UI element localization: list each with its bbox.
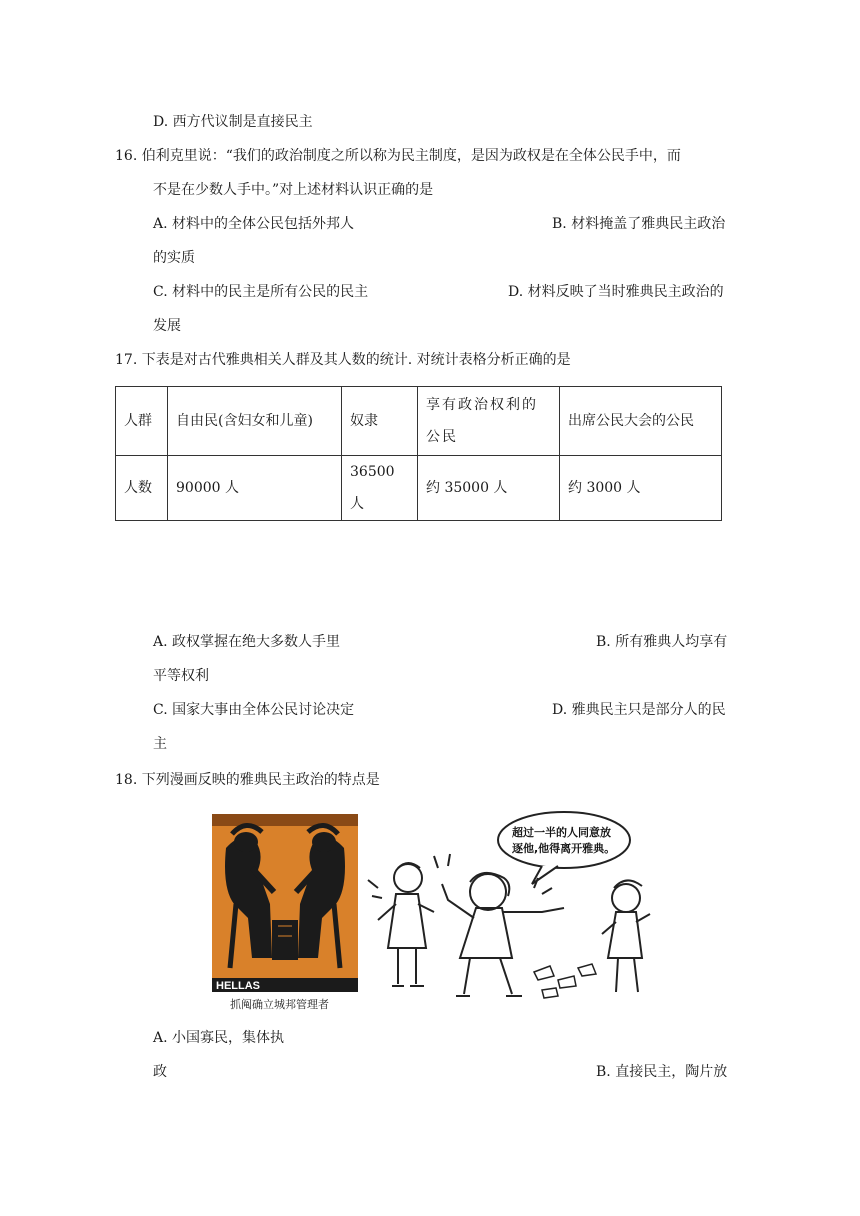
table-row (116, 387, 722, 456)
q17-option-b-line2: 平等权利 (153, 668, 209, 684)
table-cell: 人群 (116, 387, 168, 456)
speech-line-1: 超过一半的人同意放 (512, 826, 611, 839)
table-cell: 奴隶 (342, 387, 418, 456)
q17-option-d-line1: D. 雅典民主只是部分人的民 (552, 702, 726, 718)
q17-option-a: A. 政权掌握在绝大多数人手里 (153, 634, 341, 650)
cartoon-figure (212, 808, 680, 1014)
table-cell: 约 3000 人 (560, 456, 722, 521)
vase-painting (212, 814, 358, 992)
table-cell: 人数 (116, 456, 168, 521)
table-cell: 出席公民大会的公民 (560, 387, 722, 456)
q18-option-b: B. 直接民主，陶片放 (596, 1064, 728, 1080)
q17-option-b-line1: B. 所有雅典人均享有 (596, 634, 728, 650)
cartoon-characters (368, 854, 650, 996)
q16-option-b-line2: 的实质 (153, 250, 195, 266)
q16-option-b-line1: B. 材料掩盖了雅典民主政治 (552, 216, 726, 232)
q18-option-a-line2: 政 (153, 1064, 167, 1080)
population-table (115, 386, 722, 521)
table-cell: 90000 人 (168, 456, 342, 521)
q15-option-d: D. 西方代议制是直接民主 (153, 114, 313, 130)
q17-option-c: C. 国家大事由全体公民讨论决定 (153, 702, 355, 718)
q16-option-a: A. 材料中的全体公民包括外邦人 (153, 216, 355, 232)
table-row (116, 456, 722, 521)
pottery-shards (534, 964, 596, 998)
table-cell: 36500 人 (342, 456, 418, 521)
q16-option-d-line2: 发展 (153, 318, 181, 334)
speech-line-2: 逐他,他得离开雅典。 (512, 842, 616, 855)
table-cell: 享有政治权利的公民 (418, 387, 560, 456)
q16-stem-line1: 16. 伯利克里说：“我们的政治制度之所以称为民主制度，是因为政权是在全体公民手中，而 (115, 148, 681, 164)
table-cell: 自由民(含妇女和儿童) (168, 387, 342, 456)
q18-stem: 18. 下列漫画反映的雅典民主政治的特点是 (115, 772, 380, 788)
q16-option-c: C. 材料中的民主是所有公民的民主 (153, 284, 369, 300)
table-cell: 约 35000 人 (418, 456, 560, 521)
q17-stem: 17. 下表是对古代雅典相关人群及其人数的统计. 对统计表格分析正确的是 (115, 352, 571, 368)
q17-option-d-line2: 主 (153, 736, 167, 752)
vase-caption: 抓阄确立城邦管理者 (230, 998, 329, 1011)
q16-stem-line2: 不是在少数人手中。”对上述材料认识正确的是 (153, 182, 434, 198)
q18-option-a-line1: A. 小国寡民，集体执 (153, 1030, 285, 1046)
vase-label: HELLAS (216, 980, 260, 992)
q16-option-d-line1: D. 材料反映了当时雅典民主政治的 (508, 284, 724, 300)
